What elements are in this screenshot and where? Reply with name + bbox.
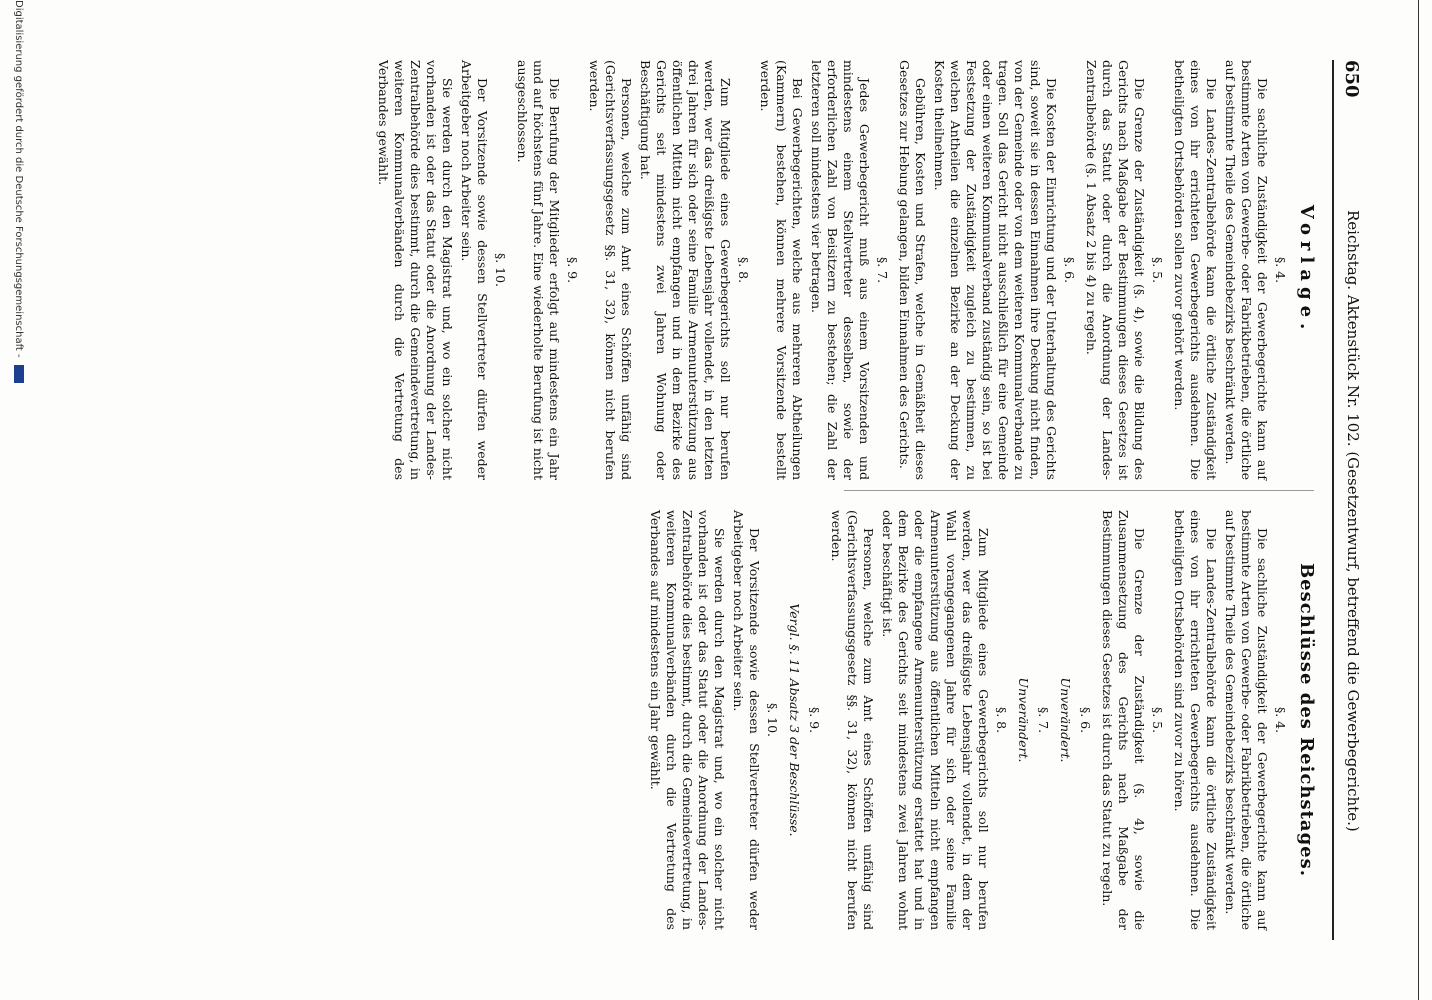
section-number: §. 10. <box>765 702 780 738</box>
paragraph: Die Landes-Zentralbehörde kann die örtliche Zuständigkeit eines von ihr errichteten Gewerbegerichts ausdehnen. Die betheiligten Ortsbehörden sollen zuvor gehört werden. <box>1172 60 1219 480</box>
running-header <box>1338 60 1362 940</box>
section-number: §. 6. <box>1078 706 1093 734</box>
paragraph: Zum Mitgliede eines Gewerbegerichts soll nur berufen werden, wer das dreißigste Lebensjahr vollendet, in dem der Wahl vorangegangenen Jahre für sich oder seine Familie Armenunterstützung aus öffentlichen Mitteln nicht empfangen oder die empfangene Armenunterstützung erstattet hat und in dem Bezirke des Gerichts seit mindestens zwei Jahren wohnt oder beschäftigt ist. <box>880 510 991 930</box>
section-number: §. 4. <box>1273 256 1288 284</box>
page-number: 650 <box>1341 60 1362 98</box>
running-title: Reichstag. Aktenstück Nr. 102. (Gesetzentwurf, betreffend die Gewerbegerichte.) <box>1344 210 1362 832</box>
paragraph: Sie werden durch den Magistrat und, wo ein solcher nicht vorhanden ist oder das Statut oder die Anordnung der Landes-Zentralbehörde dies bestimmt, durch die Gemeindevertretung, in weiteren Kommunalverbänden durch die Vertretung des Verbandes gewählt. <box>376 60 455 480</box>
paragraph: Sie werden durch den Magistrat und, wo ein solcher nicht vorhanden ist oder das Statut oder die Anordnung der Landes-Zentralbehörde dies bestimmt, durch die Gemeindevertretung, in weiteren Kommunalverbänden durch die Vertretung des Verbandes auf mindestens ein Jahr gewählt. <box>648 510 727 930</box>
column-vorlage <box>372 60 1317 480</box>
credit-text: Digitalisierung gefördert durch die Deutsche Forschungsgemeinschaft - <box>13 0 24 358</box>
section-number: §. 6. <box>1062 256 1077 284</box>
section-number: §. 8. <box>736 256 751 284</box>
paragraph: Die Landes-Zentralbehörde kann die örtliche Zuständigkeit eines von ihr errichteten Gewerbegerichts ausdehnen. Die betheiligten Ortsbehörden sind zuvor zu hören. <box>1172 510 1219 930</box>
section-number: §. 7. <box>875 256 890 284</box>
column-title-vorlage: Vorlage. <box>1296 204 1317 336</box>
column-divider <box>844 490 1314 491</box>
paragraph: Die Kosten der Einrichtung und der Unterhaltung des Gerichts sind, soweit sie in dessen Einnahmen ihre Deckung nicht finden, von der Gemeinde oder von dem weiteren Kommunalverbande zu tragen. Soll das Gericht nicht ausschließlich für eine Gemeinde oder einen weiteren Kommunalverband zuständig sein, so ist bei Festsetzung der Zuständigkeit zugleich zu bestimmen, zu welchen Antheilen die einzelnen Bezirke an der Deckung der Kosten theilnehmen. <box>932 60 1059 480</box>
column-beschluesse <box>644 510 1317 930</box>
section-number: §. 5. <box>1150 706 1165 734</box>
page-edge <box>1418 0 1419 1000</box>
section-number: §. 8. <box>994 706 1009 734</box>
section-number: §. 7. <box>1036 706 1051 734</box>
paragraph: Personen, welche zum Amt eines Schöffen unfähig sind (Gerichtsverfassungsgesetz §§. 31, 32), können nicht berufen werden. <box>829 510 876 930</box>
paragraph: Personen, welche zum Amt eines Schöffen unfähig sind (Gerichtsverfassungsgesetz §§. 31, 32), können nicht berufen werden. <box>587 60 634 480</box>
paragraph: Der Vorsitzende sowie dessen Stellvertreter dürfen weder Arbeitgeber noch Arbeiter sein. <box>731 510 762 930</box>
paragraph: Die Grenze der Zuständigkeit (§. 4), sowie die Zusammensetzung des Gerichts nach Maßgabe der Bestimmungen dieses Gesetzes ist durch das Statut zu regeln. <box>1100 510 1147 930</box>
column-title-beschluesse: Beschlüsse des Reichstages. <box>1296 562 1317 878</box>
unchanged-note: Unverändert. <box>1016 677 1031 763</box>
paragraph: Zum Mitgliede eines Gewerbegerichts soll nur berufen werden, wer das dreißigste Lebensjahr vollendet, in den letzten drei Jahren für sich oder seine Familie Armenunterstützung aus öffentlichen Mitteln nicht empfangen und in dem Bezirke des Gerichts seit mindestens zwei Jahren Wohnung oder Beschäftigung hat. <box>638 60 733 480</box>
section-number: §. 9. <box>807 706 822 734</box>
unchanged-note: Unverändert. <box>1058 677 1073 763</box>
paragraph: Bei Gewerbegerichten, welche aus mehreren Abtheilungen (Kammern) bestehen, können mehrere Vorsitzende bestellt werden. <box>758 60 805 480</box>
section-number: §. 4. <box>1273 706 1288 734</box>
section-number: §. 10. <box>493 252 508 288</box>
dfg-logo <box>14 365 24 383</box>
section-number: §. 5. <box>1150 256 1165 284</box>
paragraph: Gebühren, Kosten und Strafen, welche in Gemäßheit dieses Gesetzes zur Hebung gelangen, bilden Einnahmen des Gerichts. <box>897 60 928 480</box>
paragraph: Die Grenze der Zuständigkeit (§. 4), sowie die Bildung des Gerichts nach Maßgabe der Bestimmungen dieses Gesetzes ist durch das Statut oder durch die Anordnung der Landes-Zentralbehörde (§. 1 Absatz 2 bis 4) zu regeln. <box>1084 60 1147 480</box>
header-rule <box>1332 60 1334 940</box>
digitization-credit <box>6 0 24 1000</box>
paragraph: Jedes Gewerbegericht muß aus einem Vorsitzenden und mindestens einem Stellvertreter desselben, sowie der erforderlichen Zahl von Beisitzern zu bestehen; die Zahl der letzteren soll mindestens vier betragen. <box>809 60 872 480</box>
paragraph: Die sachliche Zuständigkeit der Gewerbegerichte kann auf bestimmte Arten von Gewerbe- oder Fabrikbetrieben, die örtliche auf bestimmte Theile des Gemeindebezirks beschränkt werden. <box>1223 510 1270 930</box>
paragraph: Die sachliche Zuständigkeit der Gewerbegerichte kann auf bestimmte Arten von Gewerbe- oder Fabrikbetrieben, die örtliche auf bestimmte Theile des Gemeindebezirks beschränkt werden. <box>1223 60 1270 480</box>
paragraph: Der Vorsitzende sowie dessen Stellvertreter dürfen weder Arbeitgeber noch Arbeiter sein. <box>459 60 490 480</box>
paragraph: Die Berufung der Mitglieder erfolgt auf mindestens ein Jahr und auf höchstens fünf Jahre. Eine wiederholte Berufung ist nicht ausgeschlossen. <box>515 60 562 480</box>
section-number: §. 9. <box>565 256 580 284</box>
unchanged-note: Vergl. §. 11 Absatz 3 der Beschlüsse. <box>787 603 802 837</box>
